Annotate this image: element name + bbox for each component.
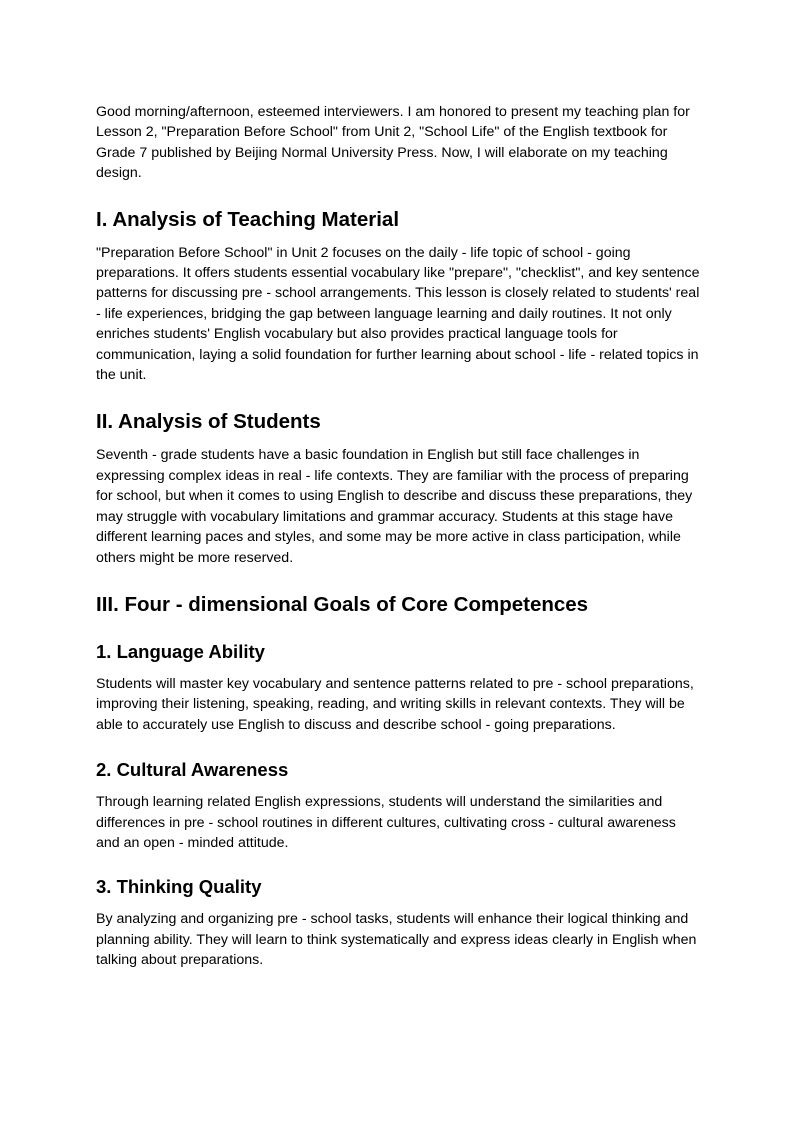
subheading-thinking-quality: 3. Thinking Quality [96, 876, 262, 898]
paragraph-cultural-awareness: Through learning related English expressions, students will understand the similarities and differences in pre - school routines in different cultures, cultivating cross - cultural awareness and an open - minded attitude. [96, 794, 676, 851]
heading-core-competences: III. Four - dimensional Goals of Core Competences [96, 592, 589, 616]
paragraph-students: Seventh - grade students have a basic foundation in English but still face challenges in expressing complex ideas in real - life contexts. They are familiar with the process of preparing for school, but when it comes to using English to describe and discuss these preparations, they may struggle with vocabulary limitations and grammar accuracy. Students at this stage have different learning paces and styles, and some may be more active in class participation, while others might be more reserved. [96, 447, 693, 566]
heading-teaching-material: I. Analysis of Teaching Material [96, 207, 400, 231]
heading-students: II. Analysis of Students [96, 410, 321, 434]
subheading-language-ability: 1. Language Ability [96, 640, 265, 662]
paragraph-thinking-quality: By analyzing and organizing pre - school tasks, students will enhance their logical thinking and planning ability. They will learn to think systematically and express ideas clearly in English when talking about preparations. [96, 911, 697, 969]
intro-paragraph: Good morning/afternoon, esteemed interviewers. I am honored to present my teaching plan for Lesson 2, "Preparation Before School" from Unit 2, "School Life" of the English textbook for Grade 7 published by Beijing Normal University Press. Now, I will elaborate on my teaching design. [96, 104, 690, 182]
paragraph-language-ability: Students will master key vocabulary and sentence patterns related to pre - school preparations, improving their listening, speaking, reading, and writing skills in relevant contexts. They will be able to accurately use English to discuss and describe school - going preparations. [96, 675, 694, 733]
document-page [96, 102, 701, 971]
subheading-cultural-awareness: 2. Cultural Awareness [96, 759, 289, 781]
paragraph-teaching-material: "Preparation Before School" in Unit 2 focuses on the daily - life topic of school - going preparations. It offers students essential vocabulary like "prepare", "checklist", and key sentence patterns for discussing pre - school arrangements. This lesson is closely related to students' real - life experiences, bridging the gap between language learning and daily routines. It not only enriches students' English vocabulary but also provides practical language tools for communication, laying a solid foundation for further learning about school - life - related topics in the unit. [96, 244, 700, 384]
